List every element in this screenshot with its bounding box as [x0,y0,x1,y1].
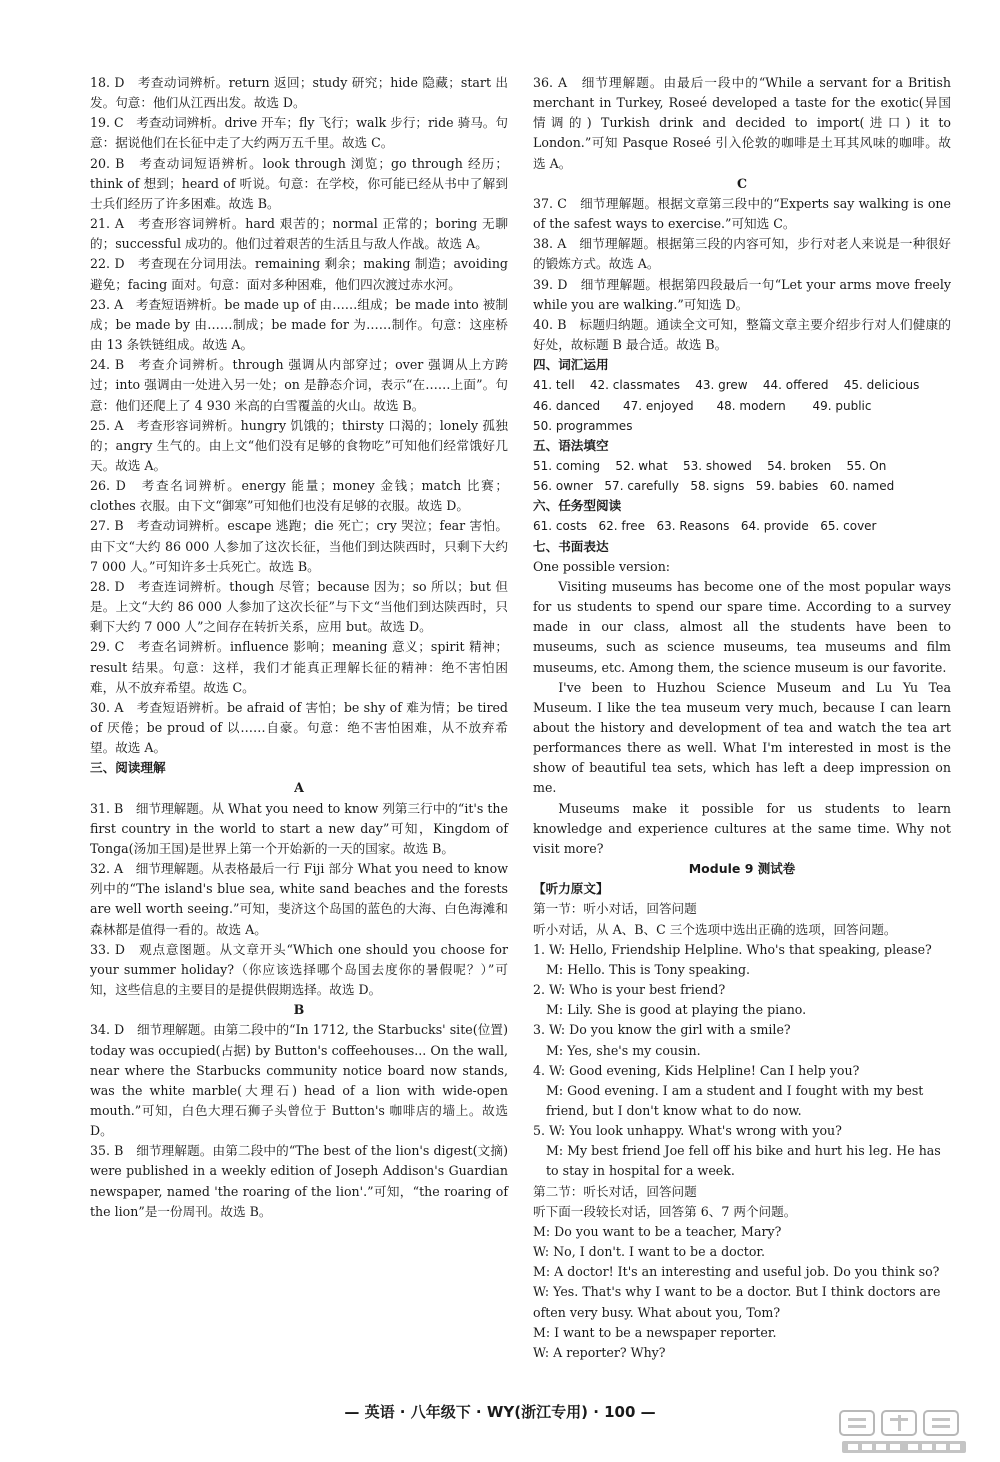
text-line: M: I want to be a newspaper reporter. [533,1324,777,1340]
text-line: 2. W: Who is your best friend? [533,982,726,998]
answer-row: 50. programmes [533,418,633,433]
answer-entry: 20. B 考查动词短语辨析。look through 浏览；go through 经历；think of 想到；heard of 听说。句意：在学校，你可能已经从书中了解到士兵们经历了许多困难。故选 B。 [90,155,508,211]
answer-entry: 18. D 考查动词辨析。return 返回；study 研究；hide 隐藏；start 出发。句意：他们从江西出发。故选 D。 [90,75,508,111]
answer-entry: 21. A 考查形容词辨析。hard 艰苦的；normal 正常的；boring 无聊的；successful 成功的。他们过着艰苦的生活且与敌人作战。故选 A。 [90,216,508,252]
passage-label: A [294,780,304,796]
text-line: M: A doctor! It's an interesting and useful job. Do you think so? [533,1264,940,1280]
answer-entry: 35. B 细节理解题。由第二段中的“The best of the lion's digest(文摘) were published in a weekly edition of Joseph Addison's Guardian newspaper, named 'the roaring of the lion'.”可知，“the roaring of the lion”是一份周刊。故选 B。 [90,1143,508,1219]
answer-row: 61. costs 62. free 63. Reasons 64. provide 65. cover [533,519,877,534]
answer-entry: 23. A 考查短语辨析。be made up of 由……组成；be made into 被制成；be made by 由……制成；be made for 为……制作。句意：这座桥由 13 条铁链组成。故选 A。 [90,296,508,353]
dialogue-line: M: Lily. She is good at playing the piano. [546,1002,807,1018]
text-line: M: Do you want to be a teacher, Mary? [533,1223,782,1239]
answer-entry: 26. D 考查名词辨析。energy 能量；money 金钱；match 比赛；clothes 衣服。由下文“御寒”可知他们也没有足够的衣服。故选 D。 [90,478,508,514]
section-heading: 【听力原文】 [533,881,609,897]
answer-entry: 33. D 观点意图题。从文章开头“Which one should you choose for your summer holiday?（你应该选择哪个岛国去度你的暑假呢？）”可知，这些信息的主要目的是提供假期选择。故选 D。 [90,941,508,998]
module-title: Module 9 测试卷 [688,861,796,877]
text-line: W: Yes. That's why I want to be a doctor. But I think doctors are often very busy. What about you, Tom? [533,1284,941,1320]
passage-label: B [293,1002,305,1018]
passage-label: C [736,175,748,191]
answer-entry: 30. A 考查短语辨析。be afraid of 害怕；be shy of 难为情；be tired of 厌倦；be proud of 以……自豪。句意：绝不害怕困难，从不放弃希望。故选 A。 [90,699,508,756]
dialogue-line: M: Good evening. I am a student and I fought with my best friend, but I don't know what to do now. [546,1082,924,1118]
text-line: 1. W: Hello, Friendship Helpline. Who's that speaking, please? [533,941,932,957]
answer-entry: 19. C 考查动词辨析。drive 开车；fly 飞行；walk 步行；ride 骑马。句意：据说他们在长征中走了大约两万五千里。故选 C。 [90,115,508,151]
section-heading: 六、任务型阅读 [533,498,622,514]
text-line: 听下面一段较长对话，回答第 6、7 两个问题。 [533,1203,797,1219]
answer-entry: 29. C 考查名词辨析。influence 影响；meaning 意义；spirit 精神；result 结果。句意：这样，我们才能真正理解长征的精神：绝不害怕困难，从不放弃希望。故选 C。 [90,639,508,695]
answer-entry: 31. B 细节理解题。从 What you need to know 列第三行中的“it's the first country in the world to start a new day”可知，Kingdom of Tonga(汤加王国)是世界上第一个开始新的一天的国家。故选 B。 [90,800,508,856]
answer-entry: 27. B 考查动词辨析。escape 逃跑；die 死亡；cry 哭泣；fear 害怕。由下文“大约 86 000 人参加了这次长征，当他们到达陕西时，只剩下大约 7 000 人。”可知许多士兵死亡。故选 B。 [90,518,508,574]
dialogue-line: M: Yes, she's my cousin. [546,1042,701,1058]
text-line: W: No, I don't. I want to be a doctor. [533,1244,766,1260]
answer-entry: 22. D 考查现在分词用法。remaining 剩余；making 制造；avoiding 避免；facing 面对。句意：面对多种困难，他们四次渡过赤水河。 [90,256,508,292]
answer-entry: 40. B 标题归纳题。通读全文可知，整篇文章主要介绍步行对人们健康的好处，故标题 B 最合适。故选 B。 [533,316,951,353]
text-line: 5. W: You look unhappy. What's wrong with you? [533,1123,842,1139]
answer-entry: 39. D 细节理解题。根据第四段最后一句“Let your arms move freely while you are walking.”可知选 D。 [533,276,951,312]
dialogue-line: M: Hello. This is Tony speaking. [546,961,751,977]
answer-row: 46. danced 47. enjoyed 48. modern 49. public [533,398,872,413]
section-heading: 五、语法填空 [533,437,609,453]
text-line: One possible version: [533,558,671,574]
answer-entry: 37. C 细节理解题。根据文章第三段中的“Experts say walking is one of the safest ways to exercise.”可知选 C。 [533,195,951,232]
answer-row: 51. coming 52. what 53. showed 54. broken 55. On [533,458,887,473]
answer-entry: 38. A 细节理解题。根据第三段的内容可知，步行对老人来说是一种很好的锻炼方式。故选 A。 [533,236,951,272]
text-line: 第一节：听小对话，回答问题 [533,901,697,917]
text-line: 4. W: Good evening, Kids Helpline! Can I help you? [533,1062,860,1078]
answer-entry: 32. A 细节理解题。从表格最后一行 Fiji 部分 What you need to know 列中的“The island's blue sea, white sand beaches and the forests are well worth seeing.”可知，斐济这个岛国的蓝色的大海、白色海滩和森林都是值得一看的。故选 A。 [90,861,508,937]
answer-entry: 25. A 考查形容词辨析。hungry 饥饿的；thirsty 口渴的；lonely 孤独的；angry 生气的。由上文“他们没有足够的食物吃”可知他们经常饿好几天。故选 A。 [90,417,508,473]
text-line: 听小对话，从 A、B、C 三个选项中选出正确的选项，回答问题。 [533,921,897,937]
text-line: W: A reporter? Why? [533,1344,666,1360]
essay-paragraph: Museums make it possible for us students to learn knowledge and experience cultures at the same time. Why not visit more? [533,800,951,856]
left-column [90,73,508,1222]
section-heading: 三、阅读理解 [90,760,166,776]
section-heading: 七、书面表达 [533,538,609,554]
essay-paragraph: Visiting museums has become one of the most popular ways for us students to spend our spare time. According to a survey made in our class, almost all the students have been to museums, such as science museums, tea museums and film museums, etc. Among them, the science museum is our favorite. [533,578,951,675]
dialogue-line: M: My best friend Joe fell off his bike and hurt his leg. He has to stay in hospital for a week. [546,1143,941,1179]
watermark-logo [834,1408,974,1456]
answer-entry: 24. B 考查介词辨析。through 强调从内部穿过；over 强调从上方跨过；into 强调由一处进入另一处；on 是静态介词，表示“在……上面”。句意：他们还爬上了 4 930 米高的白雪覆盖的火山。故选 B。 [90,357,508,413]
section-heading: 四、词汇运用 [533,357,609,373]
answer-row: 56. owner 57. carefully 58. signs 59. babies 60. named [533,479,895,494]
answer-row: 41. tell 42. classmates 43. grew 44. offered 45. delicious [533,378,920,393]
page-footer: — 英语 · 八年级下 · WY(浙江专用) · 100 — [344,1403,656,1421]
text-line: 第二节：听长对话，回答问题 [533,1183,697,1199]
essay-paragraph: I've been to Huzhou Science Museum and Lu Yu Tea Museum. I like the tea museum very much, because I can learn about the history and development of tea and watch the tea art performances there as well. What I'm interested in most is the show of beautiful tea sets, which has left a deep impression on me. [533,679,951,796]
right-column [533,73,951,1363]
text-line: 3. W: Do you know the girl with a smile? [533,1022,791,1038]
answer-entry: 36. A 细节理解题。由最后一段中的“While a servant for a British merchant in Turkey, Roseé developed a taste for the exotic(异国情调的) Turkish drink and decided to import(进口) it to London.”可知 Pasque Roseé 引入伦敦的咖啡是土耳其风味的咖啡。故选 A。 [533,75,951,171]
answer-entry: 34. D 细节理解题。由第二段中的“In 1712, the Starbucks' site(位置) today was occupied(占据) by Button's coffeehouses... On the wall, near where the Starbucks community notice board now stands, was the white marble(大理石) head of a lion with wide-open mouth.”可知，白色大理石狮子头曾位于 Button's 咖啡店的墙上。故选 D。 [90,1022,508,1139]
answer-entry: 28. D 考查连词辨析。though 尽管；because 因为；so 所以；but 但是。上文“大约 86 000 人参加了这次长征”与下文“当他们到达陕西时，只剩下大约 7 000 人”之间存在转折关系，应用 but。故选 D。 [90,578,508,635]
